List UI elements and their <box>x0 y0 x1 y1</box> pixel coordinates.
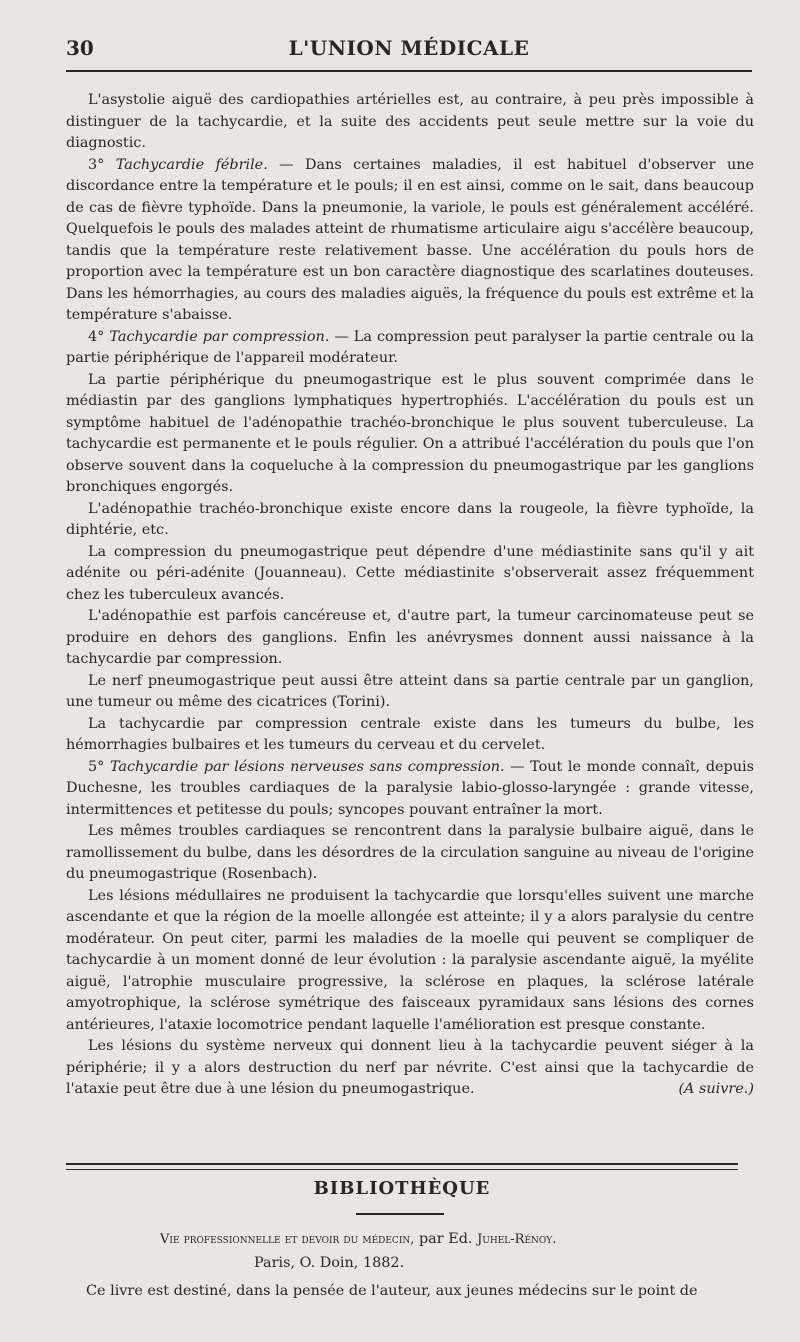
section-3 <box>66 155 754 327</box>
section-text: — Tout le monde connaît, depuis Duchesne, les troubles cardiaques de la paralysie labio-glosso-laryngée : grande vitesse, intermittences et petitesse du pouls; syncopes pouvant entraîner la mort. <box>66 758 755 818</box>
paragraph-text: Les lésions du système nerveux qui donnent lieu à la tachycardie peuvent siéger à la périphérie; il y a alors destruction du nerf par névrite. C'est ainsi que la tachycardie de l'ataxie peut être due à une lésion du pneumogastrique. <box>66 1038 754 1097</box>
section-text: — La compression peut paralyser la partie centrale ou la partie périphérique de l'appareil modérateur. <box>66 328 755 366</box>
section-text: — Dans certaines maladies, il est habituel d'observer une discordance entre la température et le pouls; il en est ainsi, comme on le sait, dans beaucoup de cas de fièvre typhoïde. Dans la pneumonie, la variole, le pouls est généralement accéléré. Quelquefois le pouls des malades atteint de rhumatisme articulaire aigu s'accélère beaucoup, tandis que la température reste relativement basse. Une accélération du pouls hors de proportion avec la température est un bon caractère diagnostique des scarlatines douteuses. Dans les hémorrhagies, au cours des maladies aiguës, la fréquence du pouls est extrême et la température s'abaisse. <box>66 156 755 323</box>
paragraph: Les lésions médullaires ne produisent la tachycardie que lorsqu'elles suivent une marche ascendante et que la région de la moelle allongée est atteinte; il y a alors paralysie du centre modérateur. On peut citer, parmi les maladies de la moelle qui peuvent se compliquer de tachycardie à un moment donné de leur évolution : la paralysie ascendante aiguë, la myélite aiguë, l'atrophie musculaire progressive, la sclérose en plaques, la sclérose latérale amyotrophique, la sclérose symétrique des faisceaux pyramidaux sans lésions des cornes antérieures, l'ataxie locomotrice pendant laquelle l'amélioration est presque constante. <box>66 887 754 1033</box>
section-number: 3° <box>88 156 105 173</box>
section-divider <box>66 1163 738 1170</box>
section-4 <box>66 327 754 370</box>
paragraph: La compression du pneumogastrique peut dépendre d'une médiastinite sans qu'il y ait adénite ou péri-adénite (Jouanneau). Cette médiastinite s'observerait assez fréquemment chez les tuberculeux avancés. <box>66 543 754 603</box>
running-title: L'UNION MÉDICALE <box>288 36 530 60</box>
article-body <box>66 90 754 1101</box>
book-publisher: Paris, O. Doin, 1882. <box>254 1255 405 1271</box>
paragraph: Les mêmes troubles cardiaques se rencontrent dans la paralysie bulbaire aiguë, dans le ramollissement du bulbe, dans les désordres de la circulation sanguine au niveau de l'origine du pneumogastrique (Rosenbach). <box>66 823 754 882</box>
book-title: Vie professionnelle et devoir du médecin, <box>160 1232 415 1247</box>
paragraph: L'adénopathie est parfois cancéreuse et, d'autre part, la tumeur carcinomateuse peut se produire en dehors des ganglions. Enfin les anévrysmes donnent aussi naissance à la tachycardie par compression. <box>66 608 754 667</box>
section-title: Tachycardie par compression. <box>109 328 330 345</box>
page-number: 30 <box>66 36 94 60</box>
paragraph: Le nerf pneumogastrique peut aussi être atteint dans sa partie centrale par un ganglion, une tumeur ou même des cicatrices (Torini). <box>66 672 754 710</box>
section-heading: BIBLIOTHÈQUE <box>313 1178 491 1199</box>
paragraph: L'asystolie aiguë des cardiopathies artérielles est, au contraire, à peu près impossible à distinguer de la tachycardie, et la suite des accidents peut seule mettre sur la voie du diagnostic. <box>66 92 754 151</box>
section-number: 4° <box>88 328 105 345</box>
section-title: Tachycardie fébrile. <box>115 156 268 173</box>
book-reference <box>160 1228 556 1251</box>
section-title: Tachycardie par lésions nerveuses sans compression. <box>109 758 505 775</box>
heading-underline <box>356 1213 444 1215</box>
book-author: Juhel-Rénoy. <box>477 1232 557 1247</box>
page-header <box>66 30 752 72</box>
review-text: Ce livre est destiné, dans la pensée de l'auteur, aux jeunes médecins sur le point de <box>86 1283 698 1299</box>
section-number: 5° <box>88 758 105 775</box>
to-be-continued: (A suivre.) <box>678 1081 754 1097</box>
paragraph-last <box>66 1036 754 1101</box>
paragraph: La partie périphérique du pneumogastrique est le plus souvent comprimée dans le médiastin par des ganglions lymphatiques hypertrophiés. L'accélération du pouls est un symptôme habituel de l'adénopathie trachéo-bronchique le plus souvent tuberculeuse. La tachycardie est permanente et le pouls régulier. On a attribué l'accélération du pouls que l'on observe souvent dans la coqueluche à la compression du pneumogastrique par les ganglions bronchiques engorgés. <box>66 371 754 495</box>
book-by: par Ed. <box>414 1231 478 1247</box>
paragraph: La tachycardie par compression centrale existe dans les tumeurs du bulbe, les hémorrhagies bulbaires et les tumeurs du cerveau et du cervelet. <box>66 715 754 753</box>
paragraph: L'adénopathie trachéo-bronchique existe encore dans la rougeole, la fièvre typhoïde, la diphtérie, etc. <box>66 500 754 538</box>
section-5 <box>66 757 754 822</box>
